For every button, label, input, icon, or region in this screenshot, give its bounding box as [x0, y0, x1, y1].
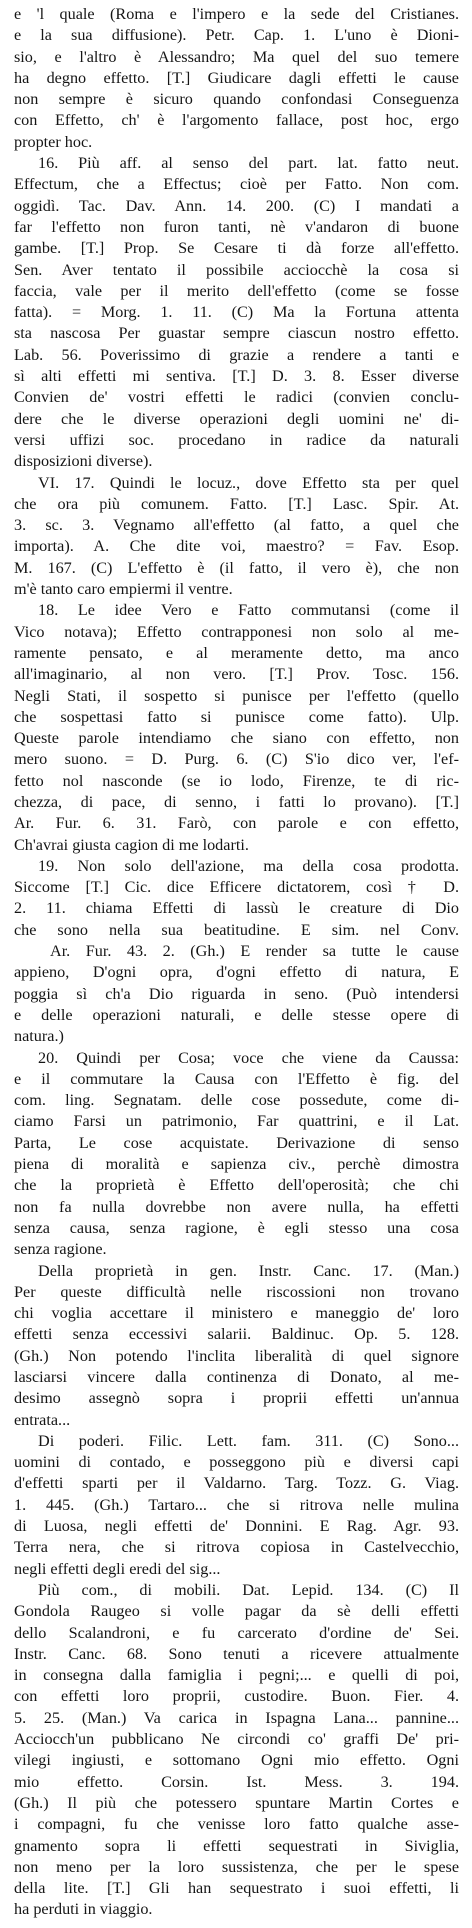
text-line: lasciarsi vincere dalla continenza di Donato, al me- — [14, 1368, 459, 1386]
text-line: e delle operazioni naturali, e delle stesse opere di — [14, 1005, 459, 1024]
text-line: 2. 11. chiama Effetti di lassù le creature di Dio — [14, 899, 459, 918]
text-line: Ar. Fur. 43. 2. (Gh.) E render sa tutte le cause — [50, 942, 459, 961]
text-line: M. 167. (C) L'effetto è (il fatto, il vero è), che non — [14, 558, 459, 577]
text-line: ha perduti in viaggio. — [14, 1900, 153, 1919]
text-line: propter hoc. — [14, 132, 93, 151]
text-line: Lab. 56. Poverissimo di grazie a rendere a tanti e — [14, 345, 459, 364]
text-line: mero suono. = D. Purg. 6. (C) S'io dico ver, l'ef- — [14, 750, 459, 769]
text-line: non fa nulla dovrebbe non avere nulla, ha effetti — [14, 1197, 459, 1216]
text-line: appieno, D'ogni opra, d'ogni effetto di natura, E — [14, 963, 459, 982]
text-line: Terra nera, che si ritrova copiosa in Castelvecchio, — [14, 1538, 459, 1557]
text-line: ha degno effetto. [T.] Giudicare dagli effetti le cause — [14, 68, 459, 87]
text-line: Parta, Le cose acquistate. Derivazione di senso — [14, 1133, 459, 1152]
text-line: fatta). = Morg. 1. 11. (C) Ma la Fortuna attenta — [14, 303, 459, 322]
text-line: 1. 445. (Gh.) Tartaro... che si ritrova nelle mulina — [14, 1495, 459, 1514]
text-line: VI. 17. Quindi le locuz., dove Effetto sta per quel — [38, 473, 459, 492]
text-line: mio effetto. Corsin. Ist. Mess. 3. 194. — [14, 1772, 459, 1791]
text-line: ramente pensato, e al meramente detto, ma anco — [14, 643, 459, 662]
text-line: senza ragione. — [14, 1240, 107, 1259]
text-line: e il commutare la Causa con l'Effetto è fig. del — [14, 1069, 459, 1088]
text-line: vilegi ingiusti, e sottomano Ogni mio effetto. Ogni — [14, 1751, 459, 1770]
text-line: 18. Le idee Vero e Fatto commutansi (come il — [38, 601, 459, 620]
text-line: far l'effetto non furon tanti, nè v'andaron di buone — [14, 217, 459, 236]
text-line: chi voglia accettare il ministero e maneggio de' loro — [14, 1304, 459, 1323]
text-line: con effetti loro proprii, custodire. Buon. Fier. 4. — [14, 1687, 459, 1706]
text-line: faccia, vale per il merito dell'effetto (come se fosse — [14, 281, 459, 300]
text-line: desimo assegnò sopra i proprii effetti un'annua — [14, 1389, 459, 1408]
text-line: Instr. Canc. 68. Sono tenuti a ricevere attualmente — [14, 1644, 459, 1663]
dictionary-entry-text — [14, 4, 459, 1921]
text-line: com. ling. Segnatam. delle cose possedute, come di- — [14, 1091, 459, 1110]
text-line: ciamo Farsi un patrimonio, Far quattrini, e il Lat. — [14, 1112, 459, 1131]
text-line: poggia sì ch'a Dio riguarda in seno. (Può intendersi — [14, 984, 459, 1003]
text-line: Negli Stati, il sospetto si punisce per l'effetto (quello — [14, 686, 459, 705]
text-line: che sono nella sua beatitudine. E sim. nel Conv. — [14, 920, 459, 939]
text-line: fetto nol nasconde (se io lodo, Firenze, te di ric- — [14, 771, 459, 790]
text-line: 5. 25. (Man.) Va carica in Ispagna Lana... pannine... — [14, 1708, 459, 1727]
text-line: Queste parole intendiamo che siano con effetto, non — [14, 729, 459, 748]
text-line: uomini di contado, e posseggono più e diversi capi — [14, 1453, 459, 1472]
text-line: piena di moralità e sapienza civ., perchè dimostra — [14, 1155, 459, 1174]
text-line: in consegna dalla famiglia i pegni;... e quelli di poi, — [14, 1666, 459, 1685]
text-line: disposizioni diverse). — [14, 452, 153, 471]
text-line: importa). A. Che dite voi, maestro? = Fav. Esop. — [14, 537, 459, 556]
text-line: che la proprietà è Effetto dell'operosità; che chi — [14, 1176, 459, 1195]
text-line: gnamento sopra li effetti sequestrati in Siviglia, — [14, 1836, 459, 1855]
text-line: dello Scalandroni, e fu carcerato d'ordine de' Sei. — [14, 1623, 459, 1642]
text-line: non meno per la loro sussistenza, che per le spese — [14, 1857, 459, 1876]
text-line: Sen. Aver tentato il possibile acciocchè la cosa si — [14, 260, 459, 279]
text-line: sta nascosa Per guastar sempre ciascun nostro effetto. — [14, 324, 459, 343]
text-line: 16. Più aff. al senso del part. lat. fatto neut. — [38, 154, 459, 173]
text-line: Ch'avrai giusta cagion di me lodarti. — [14, 835, 249, 854]
text-line: di Luosa, negli effetti de' Donnini. E Rag. Agr. 93. — [14, 1517, 459, 1536]
text-line: della lite. [T.] Gli han sequestrato i suoi effetti, li — [14, 1879, 459, 1898]
text-line: all'imaginario, al non vero. [T.] Prov. Tosc. 156. — [14, 665, 459, 684]
text-line: d'effetti sparti per il Valdarno. Targ. Tozz. G. Viag. — [14, 1474, 459, 1493]
text-line: Acciocch'un pubblicano Ne circondi co' graffi De' pri- — [14, 1730, 459, 1749]
text-line: m'è tanto caro empiermi il ventre. — [14, 580, 233, 599]
text-line: negli effetti degli eredi del sig... — [14, 1559, 221, 1578]
text-line: Ar. Fur. 6. 31. Farò, con parole e con effetto, — [14, 814, 459, 833]
text-line: Siccome [T.] Cic. dice Efficere dictatorem, così † D. — [14, 878, 459, 897]
text-line: gambe. [T.] Prop. Se Cesare ti dà forze all'effetto. — [14, 239, 459, 258]
text-line: sio, e l'altro è Alessandro; Ma quel del suo temere — [14, 47, 459, 66]
text-line: Per queste difficultà nelle riscossioni non trovano — [14, 1282, 459, 1301]
text-line: che ora più comunem. Fatto. [T.] Lasc. Spir. At. — [14, 494, 459, 513]
text-line: natura.) — [14, 1027, 64, 1046]
text-line: Gondola Raugeo si volle pagar da sè delli effetti — [14, 1602, 459, 1621]
text-line: i compagni, fu che venisse loro fatto qualche asse- — [14, 1815, 459, 1834]
text-line: senza causa, senza ragione, è egli stesso una cosa — [14, 1218, 459, 1237]
text-line: Convien de' vostri effetti le radici (convien conclu- — [14, 388, 459, 407]
text-line: oggidì. Tac. Dav. Ann. 14. 200. (C) I mandati a — [14, 196, 459, 215]
text-line: Effectum, che a Effectus; cioè per Fatto. Non com. — [14, 175, 459, 194]
text-line: che sospettasi fatto si punisce come fatto). Ulp. — [14, 707, 459, 726]
text-line: Più com., di mobili. Dat. Lepid. 134. (C) Il — [38, 1580, 459, 1599]
text-line: effetti senza eccessivi salarii. Baldinuc. Op. 5. 128. — [14, 1325, 459, 1344]
text-line: entrata... — [14, 1410, 71, 1429]
text-line: 3. sc. 3. Vegnamo all'effetto (al fatto, a quel che — [14, 516, 459, 535]
text-line: 19. Non solo dell'azione, ma della cosa prodotta. — [38, 856, 459, 875]
text-line: Di poderi. Filic. Lett. fam. 311. (C) Sono... — [38, 1431, 459, 1450]
text-line: e 'l quale (Roma e l'impero e la sede del Cristianes. — [14, 5, 459, 23]
text-line: con Effetto, ch' è l'argomento fallace, post hoc, ergo — [14, 111, 459, 130]
text-line: (Gh.) Non potendo l'inclita liberalità di quel signore — [14, 1346, 459, 1365]
text-line: 20. Quindi per Cosa; voce che viene da Caussa: — [38, 1048, 459, 1067]
text-line: versi uffizi soc. procedano in radice da naturali — [14, 430, 459, 449]
text-line: chezza, di pace, di senno, i fatti lo provano). [T.] — [14, 792, 459, 811]
text-line: Della proprietà in gen. Instr. Canc. 17. (Man.) — [38, 1261, 459, 1280]
text-line: (Gh.) Il più che potessero spuntare Martin Cortes e — [14, 1793, 459, 1812]
text-line: dere che le diverse operazioni degli uomini ne' di- — [14, 409, 459, 428]
text-line: sì alti effetti mi sentiva. [T.] D. 3. 8. Esser diverse — [14, 367, 459, 386]
text-line: e la sua diffusione). Petr. Cap. 1. L'uno è Dioni- — [14, 26, 459, 45]
text-line: Vico notava); Effetto contrapponesi non solo al me- — [14, 622, 459, 641]
text-line: non sempre è sicuro quando confondasi Conseguenza — [14, 90, 459, 109]
